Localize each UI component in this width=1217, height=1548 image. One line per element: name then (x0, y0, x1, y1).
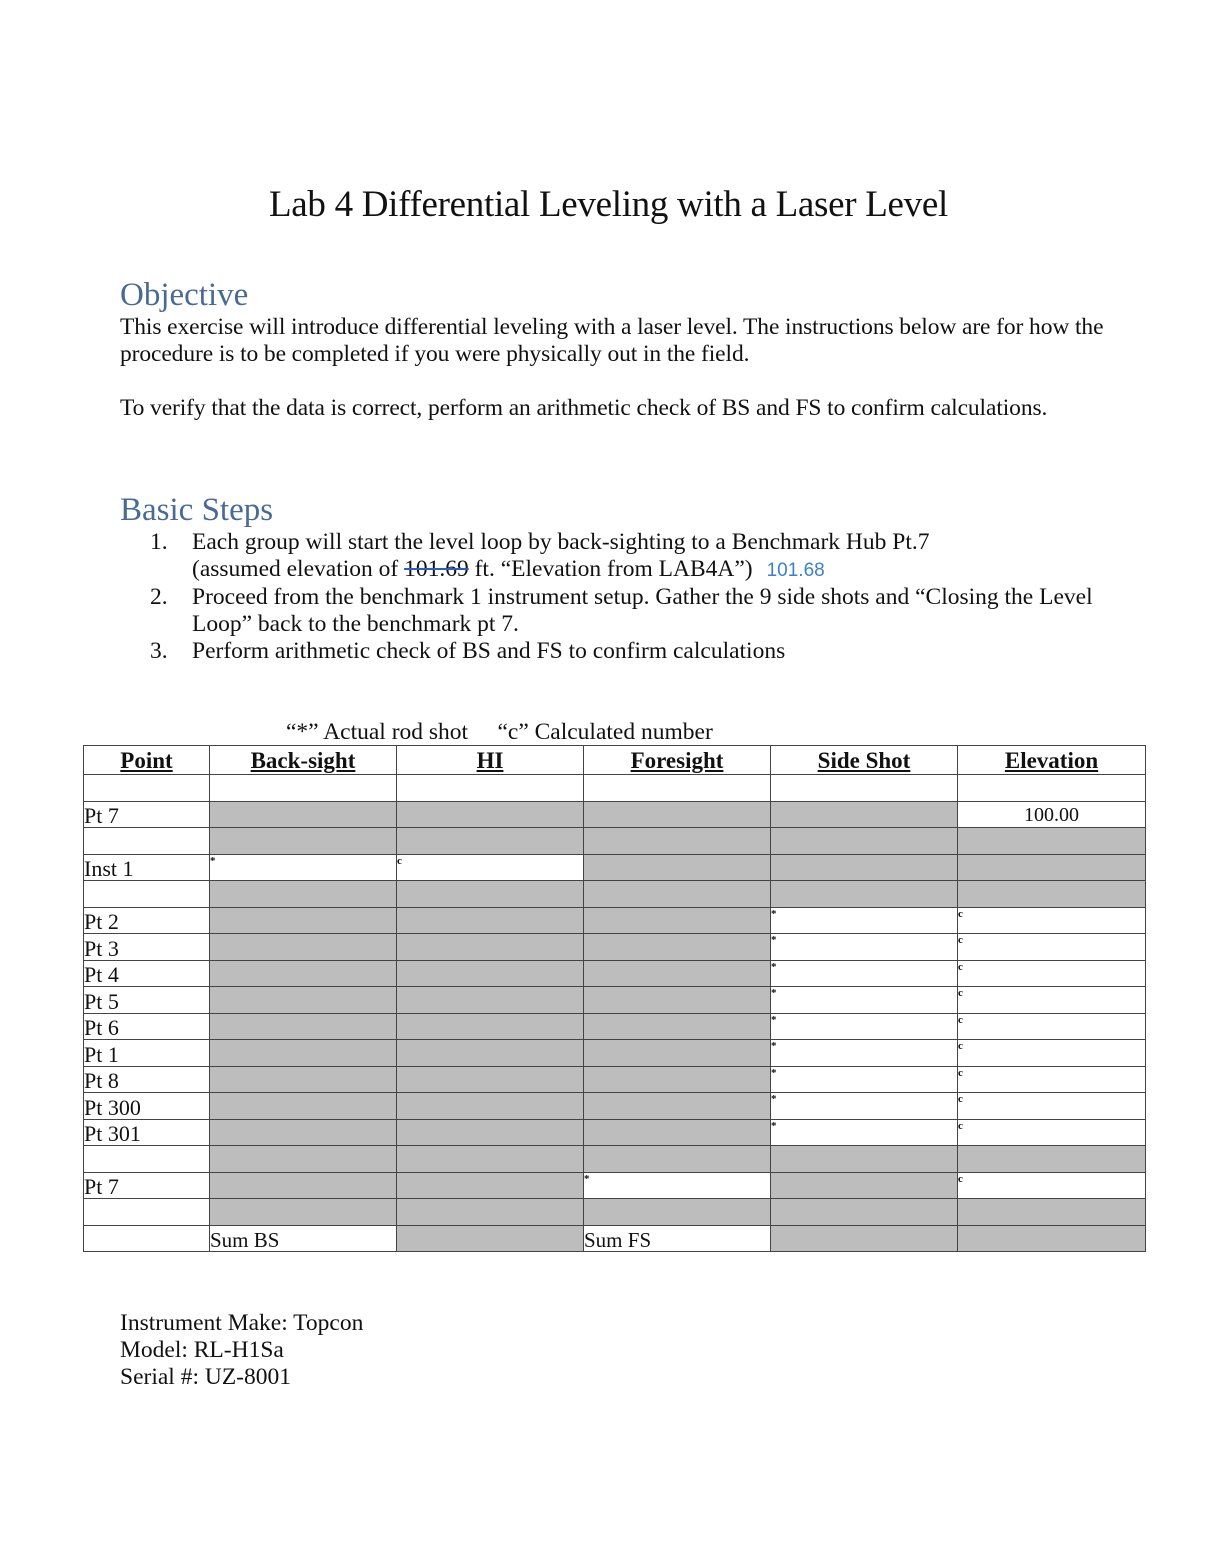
instrument-serial: Serial #: UZ-8001 (120, 1364, 291, 1390)
table-row (84, 828, 1146, 855)
table-row (84, 1199, 1146, 1226)
side-shot-cell[interactable]: * (771, 934, 958, 961)
table-row (84, 801, 1146, 828)
elevation-cell[interactable]: c (958, 960, 1146, 987)
handwritten-correction: 101.68 (766, 560, 825, 581)
elevation-cell[interactable]: c (958, 1040, 1146, 1067)
instrument-model: Model: RL-H1Sa (120, 1337, 284, 1363)
side-shot-cell[interactable]: * (771, 907, 958, 934)
point-label: Pt 7 (84, 801, 210, 828)
table-row (84, 1066, 1146, 1093)
table-row (84, 1040, 1146, 1067)
step-text: (assumed elevation of (192, 556, 405, 582)
table-row (84, 1093, 1146, 1120)
step-1 (150, 529, 1112, 584)
side-shot-cell[interactable]: * (771, 987, 958, 1014)
instrument-info (120, 1310, 363, 1391)
header-elevation: Elevation (958, 746, 1146, 775)
elevation-cell[interactable]: c (958, 907, 1146, 934)
header-hi: HI (397, 746, 584, 775)
side-shot-cell[interactable]: * (771, 1093, 958, 1120)
step-number: 2. (150, 584, 168, 610)
header-side-shot: Side Shot (771, 746, 958, 775)
elevation-cell[interactable]: c (958, 934, 1146, 961)
point-label: Pt 7 (84, 1172, 210, 1199)
table-header-row (84, 746, 1146, 775)
side-shot-cell[interactable]: * (771, 1013, 958, 1040)
point-label: Inst 1 (84, 854, 210, 881)
point-label: Pt 301 (84, 1119, 210, 1146)
steps-list (150, 529, 1112, 665)
table-row (84, 1172, 1146, 1199)
step-number: 3. (150, 638, 168, 664)
step-3 (150, 638, 1112, 665)
table-row (84, 1146, 1146, 1173)
table-row (84, 1013, 1146, 1040)
table-legend: “*” Actual rod shot “c” Calculated number (286, 719, 713, 745)
step-number: 1. (150, 529, 168, 555)
table-row (84, 854, 1146, 881)
table-row (84, 775, 1146, 802)
page-title: Lab 4 Differential Leveling with a Laser Level (269, 184, 948, 225)
elevation-cell[interactable]: c (958, 1172, 1146, 1199)
step-text: Proceed from the benchmark 1 instrument setup. Gather the 9 side shots and “Closing the Level Loop” back to the benchmark pt 7. (192, 584, 1093, 637)
level-loop-table (83, 745, 1146, 1252)
objective-heading: Objective (120, 277, 249, 313)
objective-paragraph-2: To verify that the data is correct, perform an arithmetic check of BS and FS to confirm calculations. (120, 395, 1048, 421)
elevation-cell[interactable]: c (958, 1093, 1146, 1120)
point-label: Pt 8 (84, 1066, 210, 1093)
step-text: ft. “Elevation from LAB4A”) (468, 556, 753, 582)
side-shot-cell[interactable]: * (771, 1066, 958, 1093)
side-shot-cell[interactable]: * (771, 1119, 958, 1146)
header-point: Point (84, 746, 210, 775)
side-shot-cell[interactable]: * (771, 960, 958, 987)
point-label: Pt 5 (84, 987, 210, 1014)
table-row (84, 881, 1146, 908)
hi-cell[interactable]: c (397, 854, 584, 881)
table-row (84, 907, 1146, 934)
back-sight-cell[interactable]: * (210, 854, 397, 881)
foresight-cell[interactable]: * (584, 1172, 771, 1199)
sum-bs-cell[interactable]: Sum BS (210, 1225, 397, 1252)
table-row (84, 934, 1146, 961)
point-label: Pt 1 (84, 1040, 210, 1067)
basic-steps-heading: Basic Steps (120, 492, 274, 528)
point-label: Pt 300 (84, 1093, 210, 1120)
point-label: Pt 6 (84, 1013, 210, 1040)
sum-fs-cell[interactable]: Sum FS (584, 1225, 771, 1252)
elevation-cell[interactable]: c (958, 1119, 1146, 1146)
side-shot-cell[interactable]: * (771, 1040, 958, 1067)
elevation-cell[interactable]: c (958, 1066, 1146, 1093)
benchmark-elevation: 100.00 (958, 801, 1146, 828)
step-text: Each group will start the level loop by back-sighting to a Benchmark Hub Pt.7 (192, 529, 930, 555)
point-label: Pt 2 (84, 907, 210, 934)
step-2 (150, 584, 1112, 638)
objective-paragraph-1: This exercise will introduce differential leveling with a laser level. The instructions below are for how the procedure is to be completed if you were physically out in the field. (120, 314, 1104, 367)
table-row (84, 960, 1146, 987)
elevation-cell[interactable]: c (958, 1013, 1146, 1040)
elevation-cell[interactable]: c (958, 987, 1146, 1014)
table-sum-row (84, 1225, 1146, 1252)
header-foresight: Foresight (584, 746, 771, 775)
instrument-make: Instrument Make: Topcon (120, 1310, 364, 1336)
table-row (84, 987, 1146, 1014)
step-text: Perform arithmetic check of BS and FS to confirm calculations (192, 638, 786, 664)
point-label: Pt 3 (84, 934, 210, 961)
point-label: Pt 4 (84, 960, 210, 987)
table-row (84, 1119, 1146, 1146)
struck-elevation: 101.69 (404, 556, 469, 582)
header-back-sight: Back-sight (210, 746, 397, 775)
